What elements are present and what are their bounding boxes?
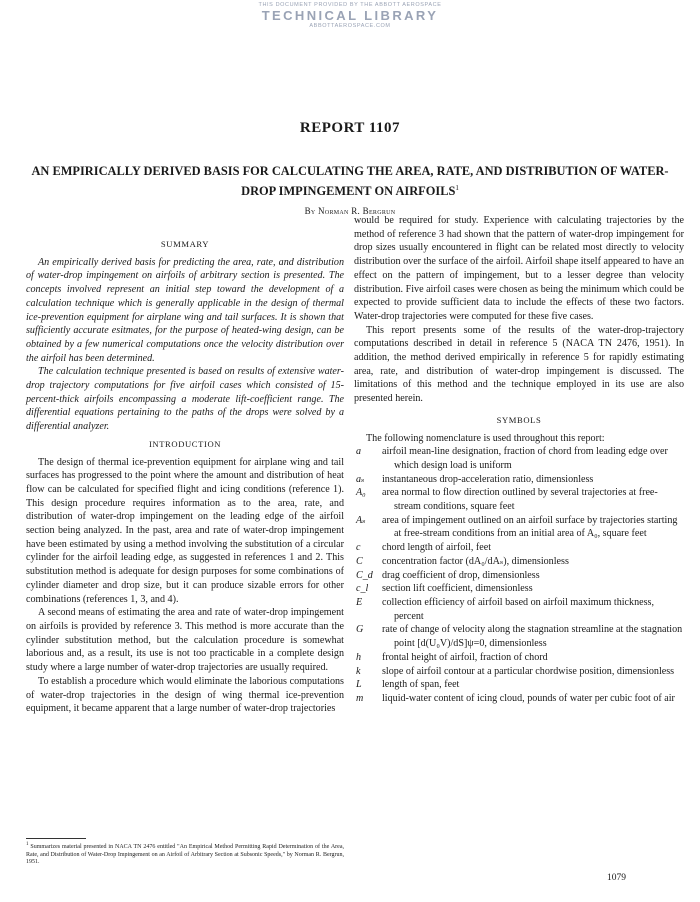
summary-paragraph-1: An empirically derived basis for predicting the area, rate, and distribution of water-drop impingement on airfoils of arbitrary section is presented. The concepts involved represent an initial step toward the development of a calculation technique which is generally applicable in the design of thermal ice-prevention equipment for airplane wing and tail surfaces. It is shown that sufficiently accurate esitmates, for the purpose of heated-wing design, can be obtained by a few numerical computations once the velocity distribution over the airfoil has been determined.: [26, 256, 344, 364]
footnote: [26, 841, 344, 867]
symbol-definition: area normal to flow direction outlined by several trajectories at free-stream conditions, square feet: [382, 487, 658, 513]
symbol-definition: rate of change of velocity along the stagnation streamline at the stagnation point [d(U₀V)/dS]ψ=0, dimensionless: [382, 624, 683, 650]
symbol-row: [354, 623, 684, 650]
symbols-heading: SYMBOLS: [496, 414, 542, 425]
symbol-row: [354, 541, 684, 555]
symbol-definition: slope of airfoil contour at a particular chordwise position, dimensionless: [382, 665, 675, 677]
symbol-row: [354, 582, 684, 596]
symbol-definition: section lift coefficient, dimensionless: [382, 583, 533, 595]
symbol-definition: area of impingement outlined on an airfoil surface by trajectories starting at free-stream conditions from an initial area of A₀, square feet: [382, 514, 678, 540]
watermark-main: TECHNICAL LIBRARY: [261, 8, 439, 23]
symbol-definition: instantaneous drop-acceleration ratio, dimensionless: [382, 473, 594, 485]
right-paragraph-1: would be required for study. Experience with calculating trajectories by the method of reference 3 had shown that the pattern of water-drop impingement for drop sizes usually encountered in flight can be related most directly to velocity distribution over the surface of the airfoil. Airfoil shape itself appeared to have an effect on the pattern of impingement, but to a lesser degree than velocity distribution. Five airfoil cases were chosen as being the minimum which could be expected to provide sufficient data to include the effects of these two factors. Water-drop trajectories were computed for these five cases.: [354, 215, 684, 322]
report-title-text: AN EMPIRICALLY DERIVED BASIS FOR CALCULATING THE AREA, RATE, AND DISTRIBUTION OF WATER-DROP IMPINGEMENT ON AIRFOILS: [31, 164, 669, 199]
introduction-heading: INTRODUCTION: [148, 438, 222, 449]
symbol-row: [354, 678, 684, 692]
symbol-key: aₛ: [356, 473, 365, 485]
symbol-key: Aₛ: [356, 514, 366, 526]
symbol-key: A₀: [356, 487, 366, 499]
symbol-definition: chord length of airfoil, feet: [382, 542, 492, 554]
symbol-key: h: [356, 651, 362, 663]
symbols-intro: The following nomenclature is used throughout this report:: [366, 432, 605, 444]
symbol-definition: frontal height of airfoil, fraction of chord: [382, 651, 548, 663]
footnote-mark: 1: [26, 842, 29, 847]
symbol-key: C_d: [356, 569, 373, 581]
symbol-definition: drag coefficient of drop, dimensionless: [382, 569, 540, 581]
symbol-definition: length of span, feet: [382, 679, 460, 691]
symbol-key: E: [356, 596, 363, 608]
byline: By Norman R. Bergrun: [304, 206, 396, 216]
symbol-key: C: [356, 555, 363, 567]
summary-paragraph-2: The calculation technique presented is based on results of extensive water-drop trajectory computations for five airfoil cases which consisted of 15-percent-thick airfoils encompassing a moderate lift-coefficient range. The differential equations pertaining to the paths of the drops were solved by a differential analyzer.: [26, 366, 344, 433]
symbol-row: [354, 651, 684, 665]
symbol-definition: airfoil mean-line designation, fraction of chord from leading edge over which design load is uniform: [382, 446, 668, 471]
symbol-row: [354, 555, 684, 569]
footnote-rule: [26, 838, 86, 839]
symbol-row: [354, 445, 684, 472]
symbol-key: L: [356, 679, 362, 691]
symbol-row: [354, 596, 684, 623]
watermark: [0, 2, 700, 30]
symbol-key: G: [356, 624, 364, 636]
left-column: [26, 238, 344, 716]
right-paragraph-2: This report presents some of the results of the water-drop-trajectory computations described in detail in reference 5 (NACA TN 2476, 1951). In addition, the method derived empirically in reference 5 for rapidly estimating area, rate, and distribution of water-drop impingement is discussed. The limitations of this method and the technique employed in its use are also presented herein.: [354, 324, 684, 405]
right-column: [354, 214, 684, 706]
symbol-row: [354, 569, 684, 583]
symbol-row: [354, 486, 684, 513]
symbol-key: m: [356, 692, 364, 704]
symbol-key: c_l: [356, 583, 369, 595]
report-number: REPORT 1107: [299, 120, 401, 136]
intro-paragraph-3: To establish a procedure which would eliminate the laborious computations of water-drop trajectories in the design of wing thermal ice-prevention equipment, it became apparent that a large number of water-drop trajectories: [26, 675, 344, 715]
symbol-row: [354, 692, 684, 706]
symbols-list: [354, 445, 684, 705]
intro-paragraph-1: The design of thermal ice-prevention equipment for airplane wing and tail surfaces has progressed to the point where the amount and distribution of heat flow can be calculated for specified flight and icing conditions (reference 1). This design procedure requires information as to the area, rate, and distribution of water-drop impingement on the leading edge of the airfoil section being analyzed. In the past, area and rate of water-drop impingement have been estimated by using a method involving the substitution of a circular cylinder for the airfoil leading edge, as suggested in references 1 and 2. This substitution method is adequate for design purposes for some combinations of cylinder diameter and drop size, but it can produce sizable errors for other combinations (references 1, 3, and 4).: [26, 456, 344, 605]
symbol-key: c: [356, 542, 361, 554]
report-title: [22, 163, 678, 200]
symbol-row: [354, 514, 684, 541]
watermark-bottom: ABBOTTAEROSPACE.COM: [309, 23, 391, 29]
symbol-definition: collection efficiency of airfoil based on airfoil maximum thickness, percent: [382, 596, 654, 622]
symbol-definition: liquid-water content of icing cloud, pounds of water per cubic foot of air: [382, 692, 675, 704]
page-number: 1079: [607, 873, 626, 883]
footnote-text: Summarizes material presented in NACA TN 2476 entitled "An Empirical Method Permitting Rapid Determination of the Area, Rate, and Distribution of Water-Drop Impingement on an Airfoil of Arbitrary Section at Subsonic Speeds," by Norman R. Bergrun, 1951.: [26, 844, 344, 866]
symbol-key: k: [356, 665, 361, 677]
symbol-definition: concentration factor (dA₀/dAₛ), dimensionless: [382, 555, 569, 567]
intro-paragraph-2: A second means of estimating the area and rate of water-drop impingement on airfoils is provided by reference 3. This method is more accurate than the cylinder substitution method, but the calculation procedure is somewhat laborious and, as a result, its use is not too practicable in a complete design study where a large number of water-drop trajectories are usually required.: [26, 607, 344, 674]
watermark-top: THIS DOCUMENT PROVIDED BY THE ABBOTT AEROSPACE: [258, 2, 442, 8]
symbol-row: [354, 665, 684, 679]
symbol-key: a: [356, 446, 362, 458]
title-footnote-mark: 1: [455, 184, 459, 192]
symbol-row: [354, 473, 684, 487]
summary-heading: SUMMARY: [160, 239, 210, 249]
